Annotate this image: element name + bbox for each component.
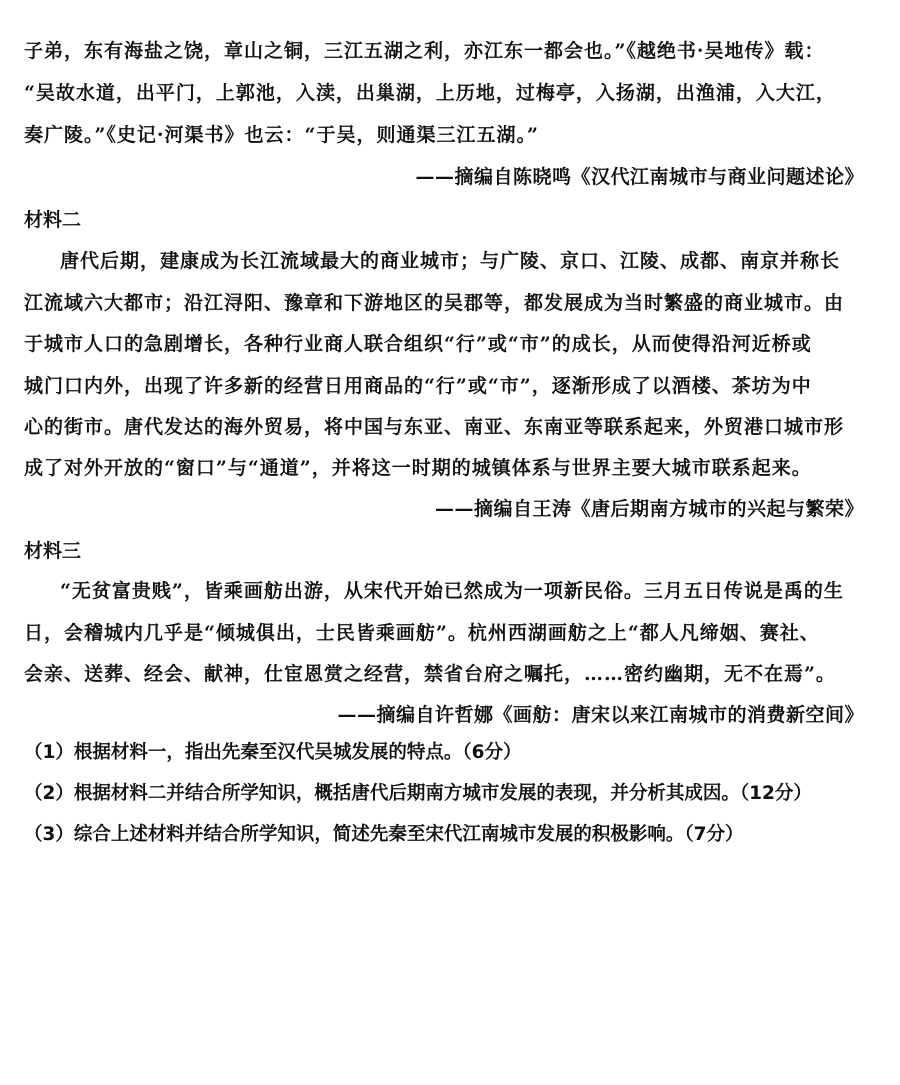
material3-line-2: 日，会稽城内几乎是“倾城俱出，士民皆乘画舫”。杭州西湖画舫之上“都人凡缔姻、赛社、 bbox=[24, 622, 820, 644]
material2-line-4: 城门口内外，出现了许多新的经营日用商品的“行”或“市”，逐渐形成了以酒楼、茶坊为中 bbox=[24, 375, 812, 397]
material1-line-3: 奏广陵。”《史记·河渠书》也云：“于吴，则通渠三江五湖。” bbox=[24, 124, 539, 146]
material1-source: ——摘编自陈晓鸣《汉代江南城市与商业问题述论》 bbox=[415, 166, 864, 188]
material2-line-1: 唐代后期，建康成为长江流域最大的商业城市；与广陵、京口、江陵、成都、南京并称长 bbox=[60, 250, 841, 272]
question-2: （2）根据材料二并结合所学知识，概括唐代后期南方城市发展的表现，并分析其成因。（12分） bbox=[24, 783, 812, 804]
material2-line-3: 于城市人口的急剧增长，各种行业商人联合组织“行”或“市”的成长，从而使得沿河近桥或 bbox=[24, 333, 812, 355]
material3-heading: 材料三 bbox=[24, 540, 82, 562]
question-1: （1）根据材料一，指出先秦至汉代吴城发展的特点。（6分） bbox=[24, 742, 522, 763]
material3-line-3: 会亲、送葬、经会、献神，仕宦恩赏之经营，禁省台府之嘱托，……密约幽期，无不在焉”。 bbox=[24, 663, 836, 685]
material2-source: ——摘编自王涛《唐后期南方城市的兴起与繁荣》 bbox=[434, 498, 864, 520]
material2-heading: 材料二 bbox=[24, 209, 82, 231]
material1-line-1: 子弟，东有海盐之饶，章山之铜，三江五湖之利，亦江东一都会也。”《越绝书·吴地传》载： bbox=[24, 40, 825, 62]
material2-line-6: 成了对外开放的“窗口”与“通道”，并将这一时期的城镇体系与世界主要大城市联系起来。 bbox=[24, 457, 812, 479]
material3-source: ——摘编自许哲娜《画舫：唐宋以来江南城市的消费新空间》 bbox=[337, 704, 864, 726]
material1-line-2: “吴故水道，出平门，上郭池，入渎，出巢湖，上历地，过梅亭，入扬湖，出渔浦，入大江， bbox=[24, 82, 836, 104]
material3-line-1: “无贫富贵贱”，皆乘画舫出游，从宋代开始已然成为一项新民俗。三月五日传说是禹的生 bbox=[60, 580, 844, 602]
material2-line-2: 江流域六大都市；沿江浔阳、豫章和下游地区的吴郡等，都发展成为当时繁盛的商业城市。由 bbox=[24, 292, 845, 314]
material2-line-5: 心的街市。唐代发达的海外贸易，将中国与东亚、南亚、东南亚等联系起来，外贸港口城市形 bbox=[24, 416, 845, 438]
question-3: （3）综合上述材料并结合所学知识，简述先秦至宋代江南城市发展的积极影响。（7分） bbox=[24, 824, 744, 845]
